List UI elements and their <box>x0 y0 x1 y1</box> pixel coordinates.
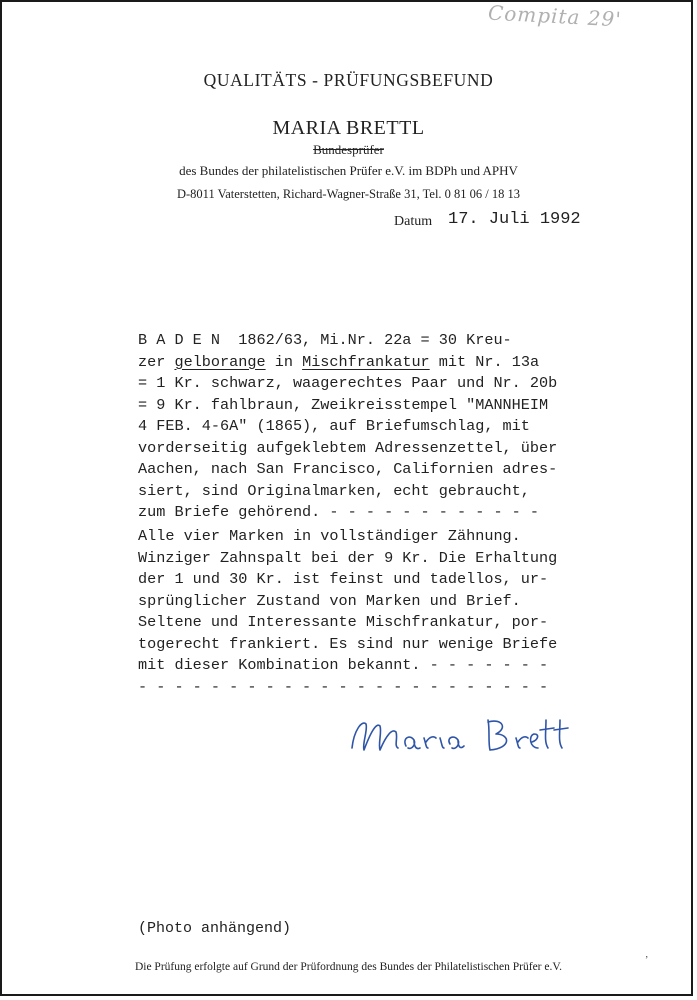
condition-assessment <box>138 526 618 698</box>
signature-icon <box>340 700 580 770</box>
description-line: vorderseitig aufgeklebtem Adressenzettel, über <box>138 438 558 457</box>
assessment-line: - - - - - - - - - - - - - - - - - - - - - - - <box>138 677 549 696</box>
frankatur-term: Mischfrankatur <box>302 352 430 371</box>
assessment-line: der 1 und 30 Kr. ist feinst und tadellos, ur- <box>138 570 549 588</box>
date-value: 17. Juli 1992 <box>448 210 581 229</box>
footer-note: Die Prüfung erfolgte auf Grund der Prüfordnung des Bundes der Philatelistischen Prüfer e.V. <box>134 961 563 973</box>
description-line: zum Briefe gehörend. - - - - - - - - - - - - <box>138 503 540 521</box>
photo-note: (Photo anhängend) <box>138 920 292 937</box>
examiner-organization: des Bundes der philatelistischen Prüfer e.V. im BDPh und APHV <box>179 163 518 178</box>
description-line: = 9 Kr. fahlbraun, Zweikreisstempel "MANNHEIM <box>138 395 549 414</box>
examiner-address: D-8011 Vaterstetten, Richard-Wagner-Straße 31, Tel. 0 81 06 / 18 13 <box>176 187 521 201</box>
stamp-description <box>138 330 618 524</box>
description-line: B A D E N 1862/63, Mi.Nr. 22a = 30 Kreu- <box>138 331 512 349</box>
color-term: gelborange <box>174 352 266 371</box>
examiner-name: MARIA BRETTL <box>272 117 425 139</box>
description-line: siert, sind Originalmarken, echt gebraucht, <box>138 481 530 500</box>
assessment-line: Alle vier Marken in vollständiger Zähnung. <box>138 527 521 545</box>
pencil-note: Compita 29' <box>487 0 623 32</box>
assessment-line: mit dieser Kombination bekannt. - - - - - - - <box>138 656 549 674</box>
examiner-role: Bundesprüfer <box>313 142 384 157</box>
assessment-line: Winziger Zahnspalt bei der 9 Kr. Die Erhaltung <box>138 548 558 567</box>
description-line: in <box>265 352 303 371</box>
assessment-line: Seltene und Interessante Mischfrankatur, por- <box>138 613 549 631</box>
description-line: mit Nr. 13a <box>429 352 540 371</box>
date-label: Datum <box>394 214 433 229</box>
certificate-title: QUALITÄTS - PRÜFUNGSBEFUND <box>203 70 494 90</box>
description-line: Aachen, nach San Francisco, Californien adres- <box>138 460 558 478</box>
description-line: zer <box>138 352 175 371</box>
footer-mark-icon: ʼ <box>645 955 649 966</box>
description-line: = 1 Kr. schwarz, waagerechtes Paar und Nr. 20b <box>138 374 558 392</box>
assessment-line: togerecht frankiert. Es sind nur wenige Briefe <box>138 634 558 653</box>
assessment-line: sprünglicher Zustand von Marken und Brief. <box>138 591 521 610</box>
handwritten-signature <box>340 700 580 775</box>
description-line: 4 FEB. 4-6A" (1865), auf Briefumschlag, mit <box>138 417 530 435</box>
